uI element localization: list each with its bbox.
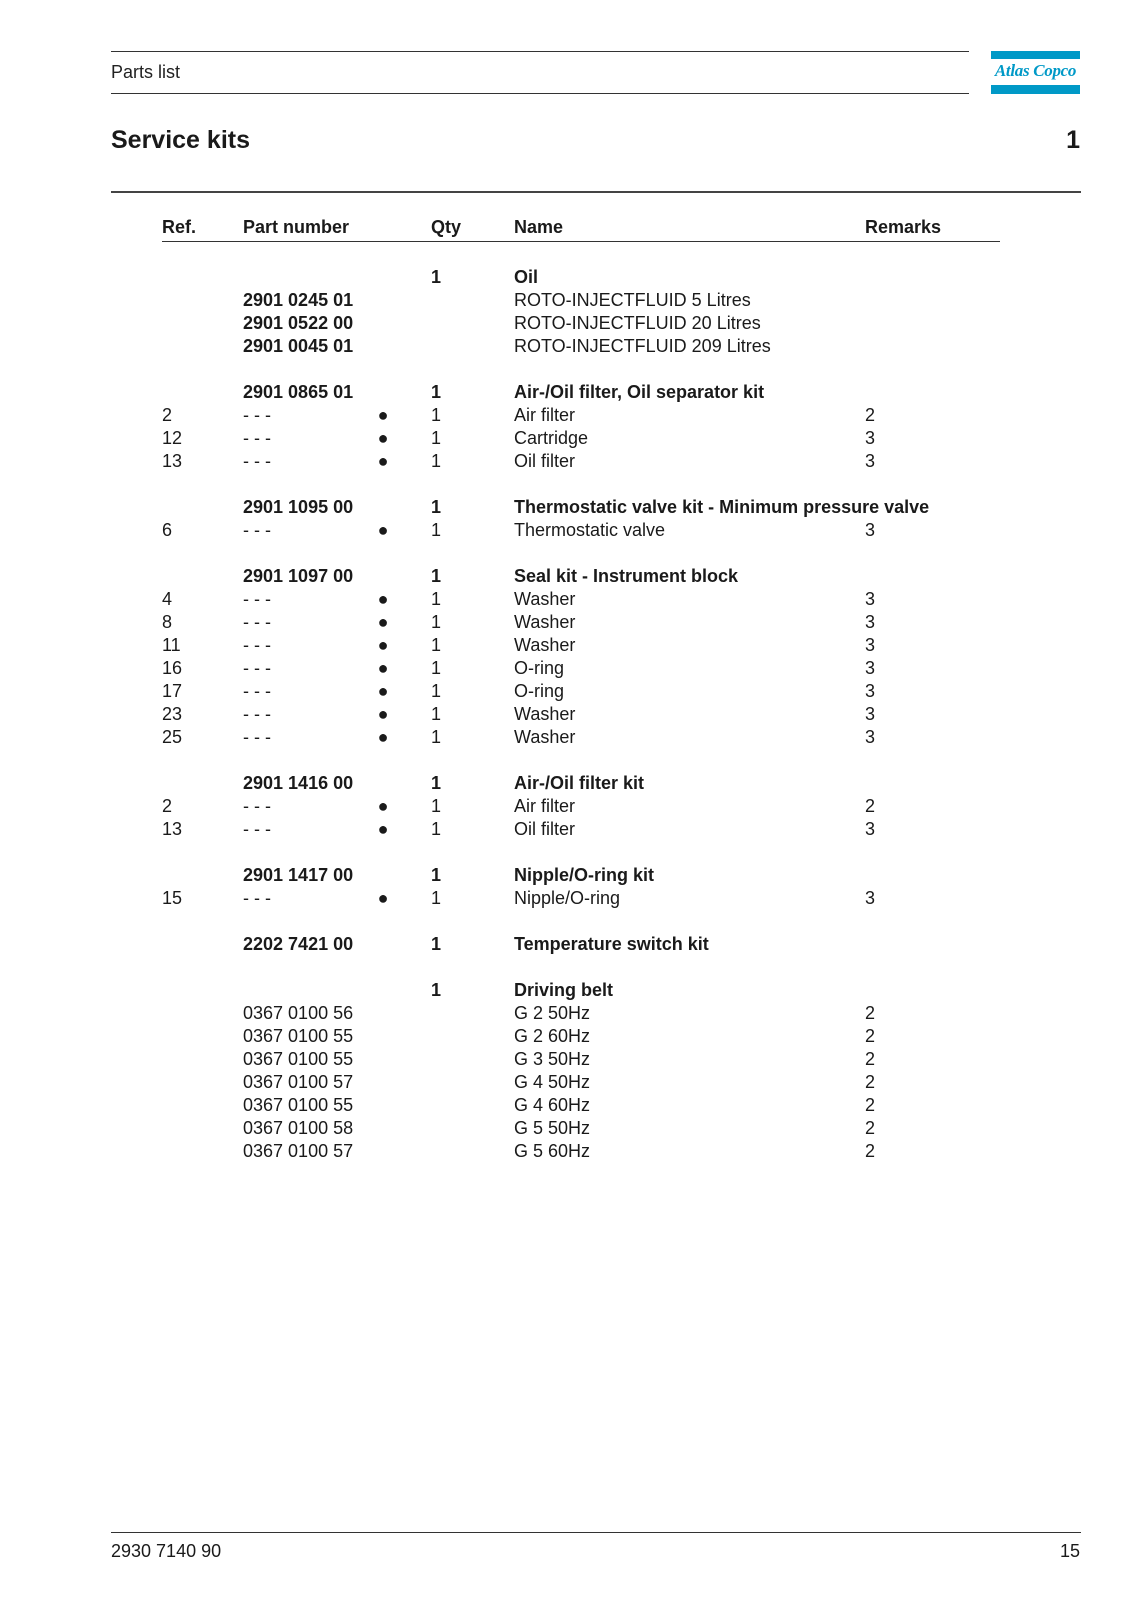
cell-part-number: - - -: [243, 888, 271, 908]
cell-name: O-ring: [514, 681, 565, 701]
cell-name: G 2 60Hz: [514, 1026, 591, 1046]
cell-name: Oil filter: [514, 819, 576, 839]
cell-part-number: - - -: [243, 428, 271, 448]
cell-name: ROTO-INJECTFLUID 209 Litres: [514, 336, 771, 356]
table-row: [0, 1025, 1131, 1048]
bullet-marker: ●: [377, 589, 389, 609]
cell-qty: 1: [431, 382, 442, 402]
cell-name: Nipple/O-ring: [514, 888, 621, 908]
kit-row: [0, 772, 1131, 795]
cell-qty: 1: [431, 612, 442, 632]
cell-part-number: 0367 0100 56: [243, 1003, 354, 1023]
cell-remarks: 3: [865, 727, 876, 747]
cell-part-number: - - -: [243, 658, 271, 678]
header-rule-top: [111, 51, 969, 52]
cell-name: Oil: [514, 267, 539, 287]
cell-qty: 1: [431, 796, 442, 816]
cell-ref: 25: [162, 727, 183, 747]
header-label: Parts list: [111, 62, 181, 82]
bullet-marker: ●: [377, 704, 389, 724]
logo-band-top: [991, 51, 1080, 59]
cell-ref: 17: [162, 681, 183, 701]
cell-name: G 4 50Hz: [514, 1072, 591, 1092]
kit-row: [0, 496, 1131, 519]
cell-name: Washer: [514, 727, 576, 747]
cell-ref: 16: [162, 658, 183, 678]
footer-rule: [111, 1532, 1081, 1533]
cell-remarks: 2: [865, 1003, 876, 1023]
cell-remarks: 3: [865, 819, 876, 839]
cell-remarks: 3: [865, 612, 876, 632]
cell-ref: 11: [162, 635, 181, 655]
table-row: [0, 657, 1131, 680]
kit-row: [0, 979, 1131, 1002]
table-row: [0, 588, 1131, 611]
column-header-qty: Qty: [431, 217, 462, 237]
cell-name: G 2 50Hz: [514, 1003, 591, 1023]
cell-part-number: - - -: [243, 520, 271, 540]
kit-row: [0, 864, 1131, 887]
cell-ref: 12: [162, 428, 183, 448]
cell-qty: 1: [431, 520, 442, 540]
cell-name: Air-/Oil filter, Oil separator kit: [514, 382, 765, 402]
cell-remarks: 3: [865, 681, 876, 701]
cell-name: Thermostatic valve kit - Minimum pressure valve: [514, 497, 930, 517]
cell-ref: 2: [162, 796, 173, 816]
bullet-marker: ●: [377, 405, 389, 425]
cell-part-number: - - -: [243, 451, 271, 471]
cell-name: Air filter: [514, 405, 576, 425]
cell-part-number: 0367 0100 55: [243, 1026, 354, 1046]
cell-name: Air-/Oil filter kit: [514, 773, 645, 793]
row-spacer: [0, 749, 1131, 772]
title-rule: [111, 191, 1081, 193]
cell-name: Washer: [514, 589, 576, 609]
table-row: [0, 335, 1131, 358]
cell-remarks: 3: [865, 635, 876, 655]
row-spacer: [0, 841, 1131, 864]
cell-name: Temperature switch kit: [514, 934, 709, 954]
cell-qty: 1: [431, 727, 442, 747]
bullet-marker: ●: [377, 727, 389, 747]
cell-name: Cartridge: [514, 428, 589, 448]
row-spacer: [0, 910, 1131, 933]
cell-part-number: - - -: [243, 796, 271, 816]
row-spacer: [0, 473, 1131, 496]
cell-remarks: 3: [865, 888, 876, 908]
logo-wordmark: Atlas Copco: [994, 61, 1077, 80]
cell-part-number: - - -: [243, 681, 271, 701]
bullet-marker: ●: [377, 635, 389, 655]
row-spacer: [0, 956, 1131, 979]
table-row: [0, 427, 1131, 450]
cell-ref: 2: [162, 405, 173, 425]
table-row: [0, 404, 1131, 427]
table-row: [0, 1048, 1131, 1071]
table-row: [0, 312, 1131, 335]
table-row: [0, 1002, 1131, 1025]
cell-ref: 6: [162, 520, 173, 540]
cell-qty: 1: [431, 589, 442, 609]
cell-part-number: 2901 1417 00: [243, 865, 354, 885]
cell-part-number: 0367 0100 55: [243, 1095, 354, 1115]
cell-qty: 1: [431, 773, 442, 793]
cell-qty: 1: [431, 451, 442, 471]
cell-qty: 1: [431, 658, 442, 678]
cell-remarks: 2: [865, 1095, 876, 1115]
cell-qty: 1: [431, 681, 442, 701]
table-row: [0, 703, 1131, 726]
cell-part-number: - - -: [243, 612, 271, 632]
cell-part-number: 2901 1097 00: [243, 566, 354, 586]
cell-part-number: 2901 0865 01: [243, 382, 354, 402]
cell-part-number: 2901 0245 01: [243, 290, 354, 310]
cell-name: Air filter: [514, 796, 576, 816]
cell-qty: 1: [431, 267, 442, 287]
cell-part-number: 0367 0100 55: [243, 1049, 354, 1069]
cell-name: ROTO-INJECTFLUID 5 Litres: [514, 290, 751, 310]
row-spacer: [0, 542, 1131, 565]
table-row: [0, 680, 1131, 703]
cell-qty: 1: [431, 497, 442, 517]
cell-remarks: 3: [865, 704, 876, 724]
table-row: [0, 450, 1131, 473]
cell-part-number: 2901 1416 00: [243, 773, 354, 793]
column-header-part-number: Part number: [243, 217, 350, 237]
cell-remarks: 3: [865, 451, 876, 471]
bullet-marker: ●: [377, 658, 389, 678]
cell-qty: 1: [431, 405, 442, 425]
cell-name: Washer: [514, 612, 576, 632]
table-row: [0, 1117, 1131, 1140]
cell-part-number: 0367 0100 57: [243, 1141, 354, 1161]
table-row: [0, 634, 1131, 657]
cell-part-number: 2901 0522 00: [243, 313, 354, 333]
cell-qty: 1: [431, 934, 442, 954]
cell-name: Nipple/O-ring kit: [514, 865, 655, 885]
cell-remarks: 2: [865, 1049, 876, 1069]
table-row: [0, 818, 1131, 841]
bullet-marker: ●: [377, 681, 389, 701]
cell-name: G 3 50Hz: [514, 1049, 591, 1069]
column-header-ref: Ref.: [162, 217, 197, 237]
kit-row: [0, 933, 1131, 956]
cell-remarks: 3: [865, 520, 876, 540]
cell-ref: 13: [162, 819, 183, 839]
cell-part-number: 0367 0100 57: [243, 1072, 354, 1092]
cell-name: Washer: [514, 704, 576, 724]
column-header-name: Name: [514, 217, 564, 237]
cell-qty: 1: [431, 819, 442, 839]
cell-qty: 1: [431, 888, 442, 908]
parts-table: [0, 266, 1131, 1163]
section-number: 1: [1066, 126, 1080, 154]
cell-name: Oil filter: [514, 451, 576, 471]
table-row: [0, 1071, 1131, 1094]
kit-row: [0, 266, 1131, 289]
cell-part-number: - - -: [243, 589, 271, 609]
cell-ref: 13: [162, 451, 183, 471]
cell-ref: 4: [162, 589, 173, 609]
cell-name: G 4 60Hz: [514, 1095, 591, 1115]
cell-qty: 1: [431, 635, 442, 655]
table-row: [0, 795, 1131, 818]
bullet-marker: ●: [377, 428, 389, 448]
table-row: [0, 611, 1131, 634]
table-row: [0, 1094, 1131, 1117]
cell-part-number: 0367 0100 58: [243, 1118, 354, 1138]
cell-remarks: 3: [865, 658, 876, 678]
cell-part-number: - - -: [243, 819, 271, 839]
cell-part-number: - - -: [243, 704, 271, 724]
cell-remarks: 2: [865, 405, 876, 425]
cell-name: G 5 60Hz: [514, 1141, 591, 1161]
cell-part-number: 2901 0045 01: [243, 336, 354, 356]
cell-ref: 23: [162, 704, 183, 724]
cell-part-number: 2202 7421 00: [243, 934, 354, 954]
table-row: [0, 519, 1131, 542]
cell-qty: 1: [431, 566, 442, 586]
cell-name: Driving belt: [514, 980, 614, 1000]
kit-row: [0, 381, 1131, 404]
cell-remarks: 2: [865, 1072, 876, 1092]
cell-ref: 15: [162, 888, 183, 908]
table-row: [0, 726, 1131, 749]
cell-name: O-ring: [514, 658, 565, 678]
page-title: Service kits: [111, 126, 250, 154]
cell-part-number: - - -: [243, 727, 271, 747]
bullet-marker: ●: [377, 796, 389, 816]
cell-remarks: 2: [865, 796, 876, 816]
bullet-marker: ●: [377, 612, 389, 632]
table-row: [0, 1140, 1131, 1163]
cell-qty: 1: [431, 428, 442, 448]
cell-name: ROTO-INJECTFLUID 20 Litres: [514, 313, 761, 333]
column-header-remarks: Remarks: [865, 217, 942, 237]
brand-logo: [991, 51, 1080, 94]
cell-remarks: 2: [865, 1141, 876, 1161]
bullet-marker: ●: [377, 520, 389, 540]
cell-qty: 1: [431, 704, 442, 724]
document-number: 2930 7140 90: [111, 1541, 222, 1561]
bullet-marker: ●: [377, 819, 389, 839]
table-row: [0, 887, 1131, 910]
cell-qty: 1: [431, 865, 442, 885]
cell-part-number: 2901 1095 00: [243, 497, 354, 517]
bullet-marker: ●: [377, 451, 389, 471]
row-spacer: [0, 358, 1131, 381]
cell-qty: 1: [431, 980, 442, 1000]
column-header-rule: [162, 241, 1000, 242]
cell-part-number: - - -: [243, 635, 271, 655]
cell-name: Thermostatic valve: [514, 520, 666, 540]
cell-name: G 5 50Hz: [514, 1118, 591, 1138]
kit-row: [0, 565, 1131, 588]
cell-remarks: 3: [865, 589, 876, 609]
cell-remarks: 3: [865, 428, 876, 448]
bullet-marker: ●: [377, 888, 389, 908]
cell-remarks: 2: [865, 1118, 876, 1138]
cell-name: Washer: [514, 635, 576, 655]
logo-band-bottom: [991, 85, 1080, 94]
header-rule-bottom: [111, 93, 969, 94]
cell-part-number: - - -: [243, 405, 271, 425]
cell-remarks: 2: [865, 1026, 876, 1046]
cell-ref: 8: [162, 612, 173, 632]
table-row: [0, 289, 1131, 312]
page-number: 15: [1059, 1541, 1080, 1561]
cell-name: Seal kit - Instrument block: [514, 566, 739, 586]
